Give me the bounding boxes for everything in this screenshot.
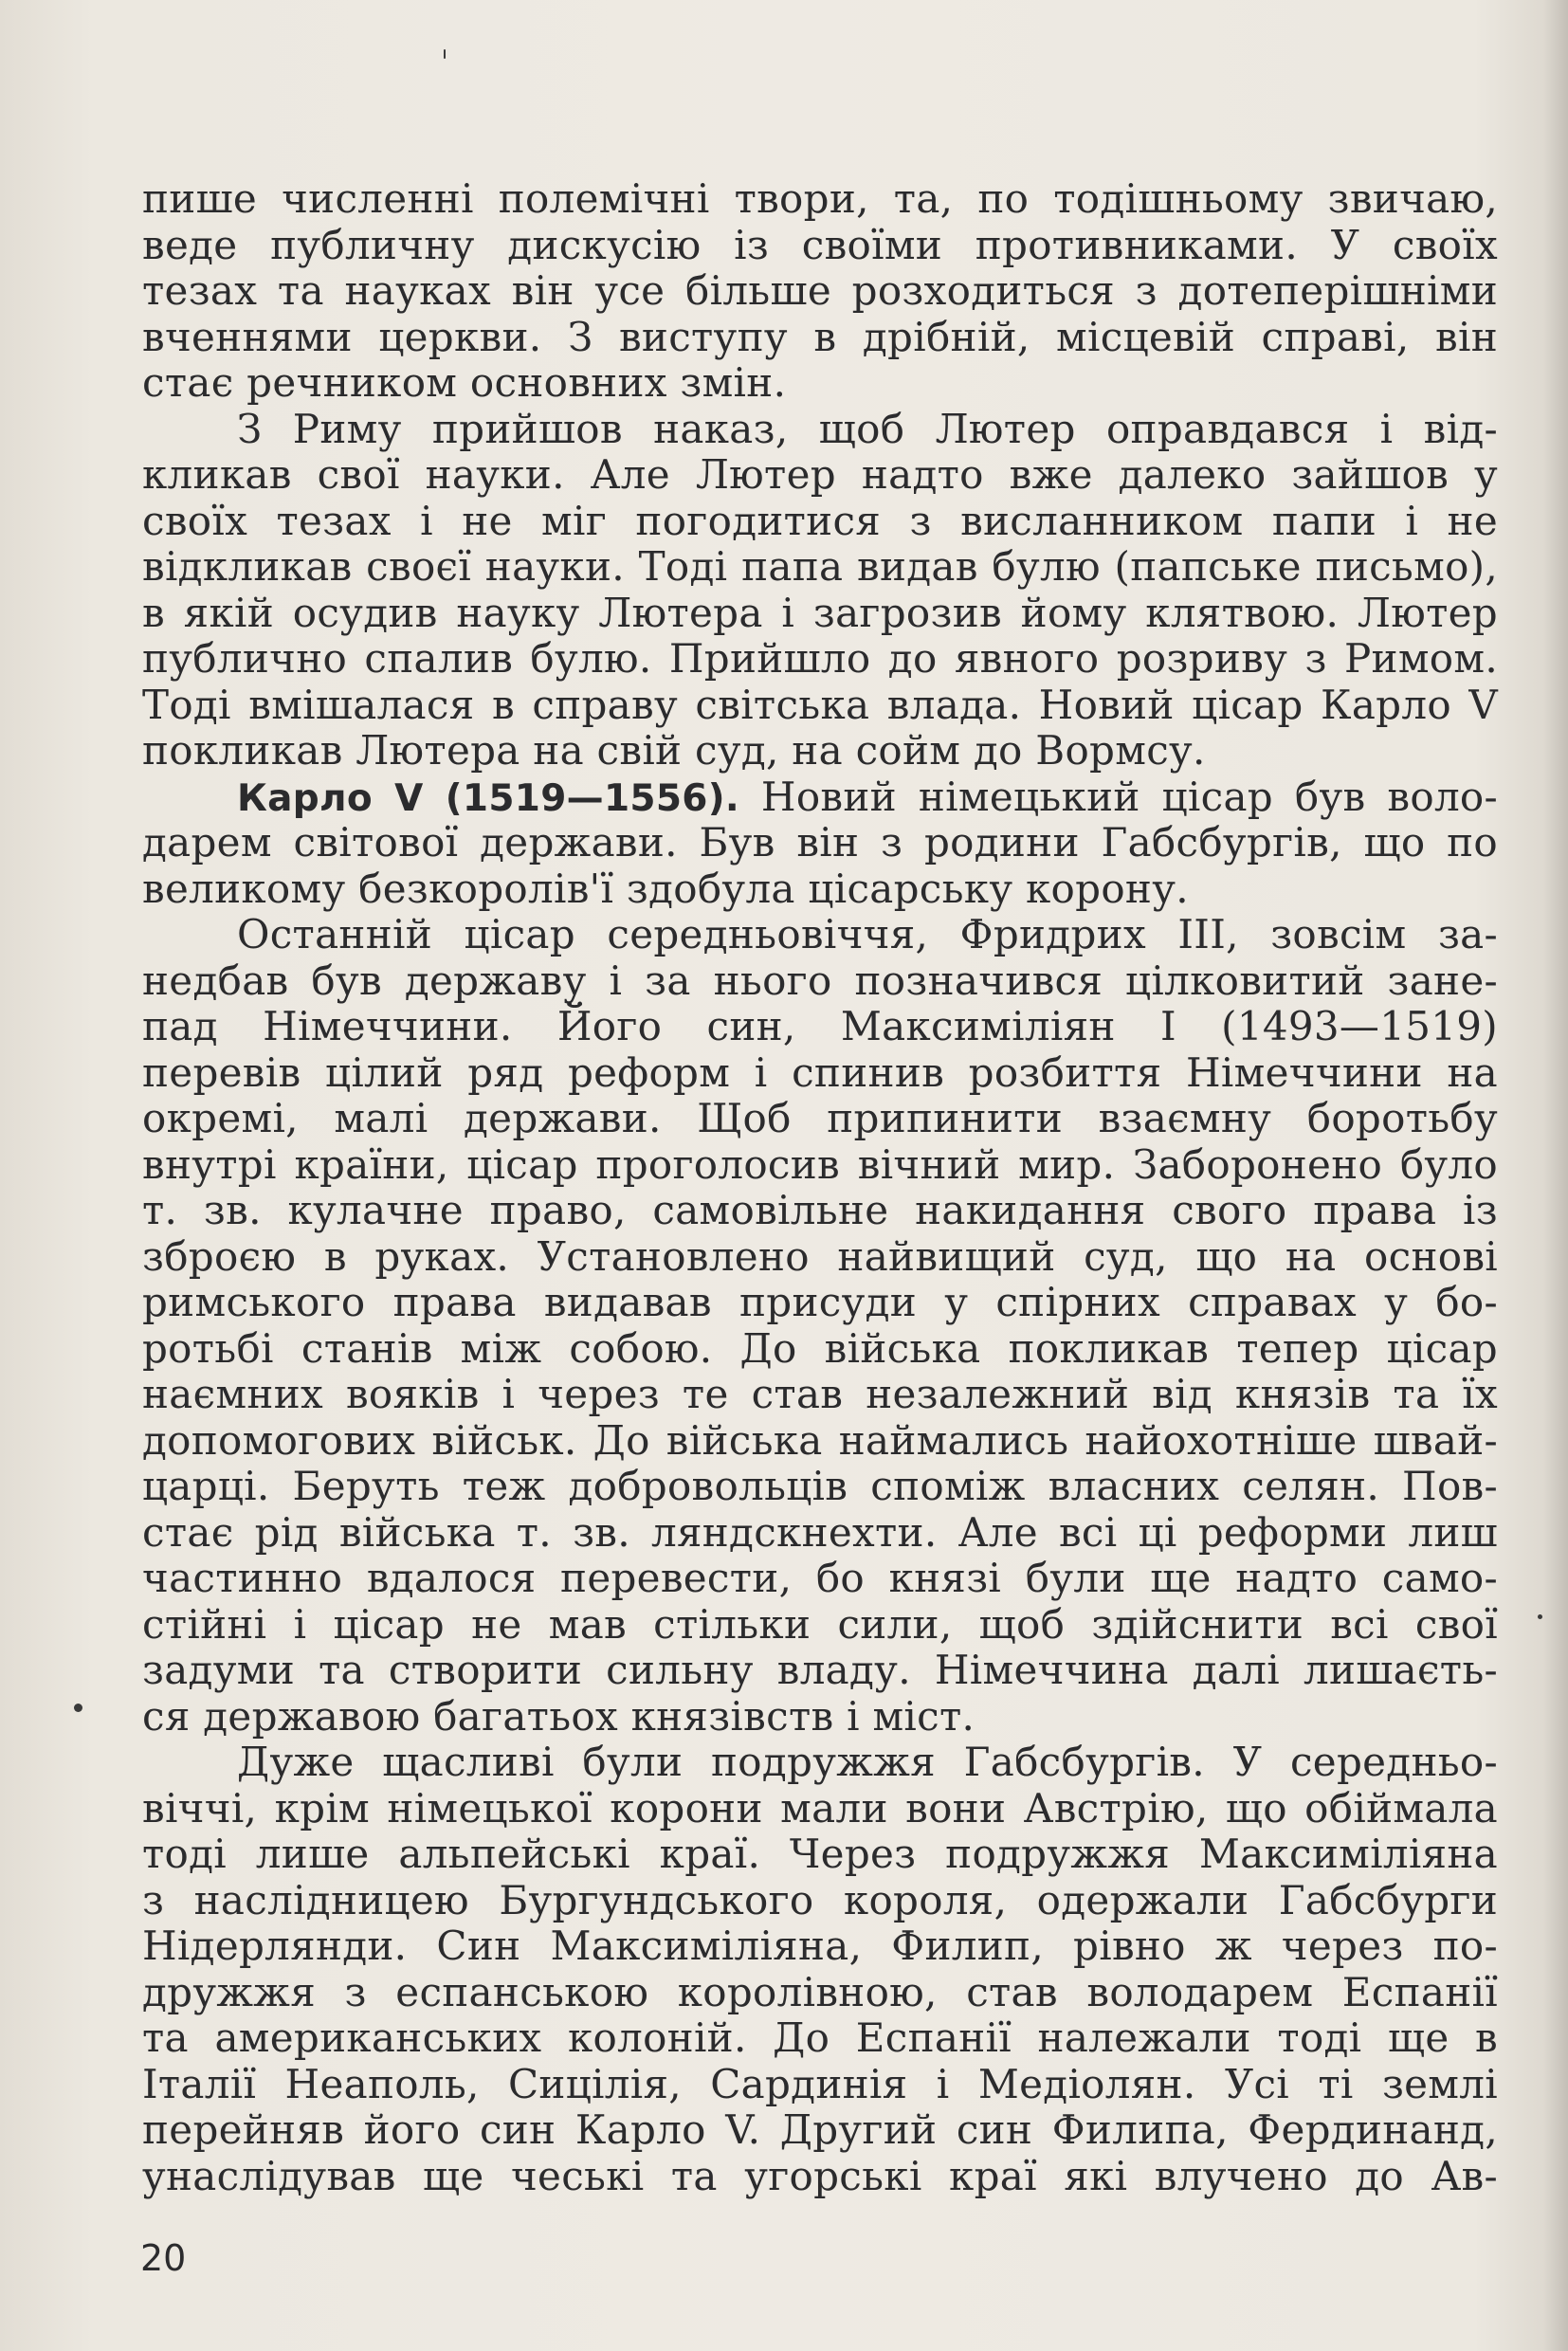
page-number: 20 <box>140 2237 187 2279</box>
text-line: перевів цілий ряд реформ і спинив розбиття Німеччини на <box>142 1048 1498 1096</box>
text-line: вченнями церкви. З виступу в дрібній, місцевій справі, він <box>142 313 1498 360</box>
section-heading-line <box>142 775 1498 821</box>
text-line: дарем світової держави. Був він з родини Габсбургів, що по <box>142 819 1498 866</box>
text-line: римського права видавав присуди у спірних справах у бо- <box>142 1279 1498 1325</box>
text-line: Нідерлянди. Син Максиміліяна, Филип, рівно ж через по- <box>142 1923 1498 1969</box>
text-line: Тоді вмішалася в справу світська влада. Новий цісар Карло V <box>142 681 1498 728</box>
text-line: окремі, малі держави. Щоб припинити взаємну боротьбу <box>142 1095 1498 1141</box>
text-line: перейняв його син Карло V. Другий син Филипа, Фердинанд, <box>142 2106 1498 2153</box>
text-line: публично спалив булю. Прийшло до явного розриву з Римом. <box>142 635 1498 682</box>
text-line: покликав Лютера на свій суд, на сойм до Вормсу. <box>142 727 1206 774</box>
text-line-rest: Новий німецький цісар був воло- <box>760 773 1498 820</box>
text-line: своїх тезах і не міг погодитися з висланником папи і не <box>142 497 1498 544</box>
body-text <box>142 176 1498 2199</box>
text-line: дружжя з еспанською королівною, став володарем Еспанії <box>142 1968 1498 2015</box>
text-line: віччі, крім німецької корони мали вони Австрію, що обіймала <box>142 1784 1498 1832</box>
text-line: З Риму прийшов наказ, щоб Лютер оправдався і від- <box>237 405 1498 452</box>
text-line: кликав свої науки. Але Лютер надто вже далеко зайшов у <box>142 451 1498 498</box>
text-line: тезах та науках він усе більше розходиться з дотеперішніми <box>142 267 1498 314</box>
text-line: тоді лише альпейські краї. Через подружжя Максиміліяна <box>142 1831 1498 1877</box>
text-line: та американських колоній. До Еспанії належали тоді ще в <box>142 2014 1498 2061</box>
text-line: ротьбі станів між собою. До війська покликав тепер цісар <box>142 1324 1498 1372</box>
text-line: великому безкоролів'ї здобула цісарську корону. <box>142 865 1189 912</box>
text-line: внутрі країни, цісар проголосив вічний мир. Заборонено було <box>142 1140 1498 1188</box>
text-line: стає речником основних змін. <box>142 359 787 406</box>
text-line: пише численні полемічні твори, та, по тодішньому звичаю, <box>142 175 1498 222</box>
page-edge-shadow <box>1543 0 1568 2351</box>
text-line: відкликав своєї науки. Тоді папа видав булю (папське письмо), <box>142 543 1498 590</box>
text-line: з наслідницею Бургундського короля, одержали Габсбурги <box>142 1876 1498 1923</box>
ink-speck <box>74 1704 82 1712</box>
text-line: зброєю в руках. Установлено найвищий суд, що на основі <box>142 1232 1498 1280</box>
text-line: допомогових військ. До війська наймались найохотніше швай- <box>142 1416 1498 1464</box>
text-line: частинно вдалося перевести, бо князі були ще надто само- <box>142 1555 1498 1601</box>
text-line: недбав був державу і за нього позначився цілковитий зане- <box>142 957 1498 1004</box>
ink-speck <box>1538 1614 1542 1619</box>
text-line: в якій осудив науку Лютера і загрозив йому клятвою. Лютер <box>142 589 1498 636</box>
text-line: Дуже щасливі були подружжя Габсбургів. У середньо- <box>237 1739 1498 1785</box>
text-line: наємних вояків і через те став незалежний від князів та їх <box>142 1371 1498 1417</box>
text-line: стає рід війська т. зв. ляндскнехти. Але всі ці реформи лиш <box>142 1508 1498 1556</box>
text-line: ся державою багатьох князівств і міст. <box>142 1692 975 1740</box>
text-line: задуми та створити сильну владу. Німеччина далі лишаєть- <box>142 1647 1498 1693</box>
text-line: унаслідував ще чеські та угорські краї які влучено до Ав- <box>142 2152 1498 2199</box>
text-line: царці. Беруть теж добровольців споміж власних селян. Пов- <box>142 1463 1498 1509</box>
text-line: пад Німеччини. Його син, Максиміліян I (1493—1519) <box>142 1003 1498 1049</box>
ink-speck <box>444 49 446 59</box>
section-heading: Карло V (1519—1556). <box>237 776 739 820</box>
text-line: Останній цісар середньовіччя, Фридрих III, зовсім за- <box>237 911 1498 957</box>
text-line: Італії Неаполь, Сицілія, Сардинія і Медіолян. Усі ті землі <box>142 2060 1498 2107</box>
text-line: стійні і цісар не мав стільки сили, щоб здійснити всі свої <box>142 1600 1498 1648</box>
text-line: веде публичну дискусію із своїми противниками. У своїх <box>142 221 1498 268</box>
text-line: т. зв. кулачне право, самовільне накидання свого права із <box>142 1187 1498 1233</box>
